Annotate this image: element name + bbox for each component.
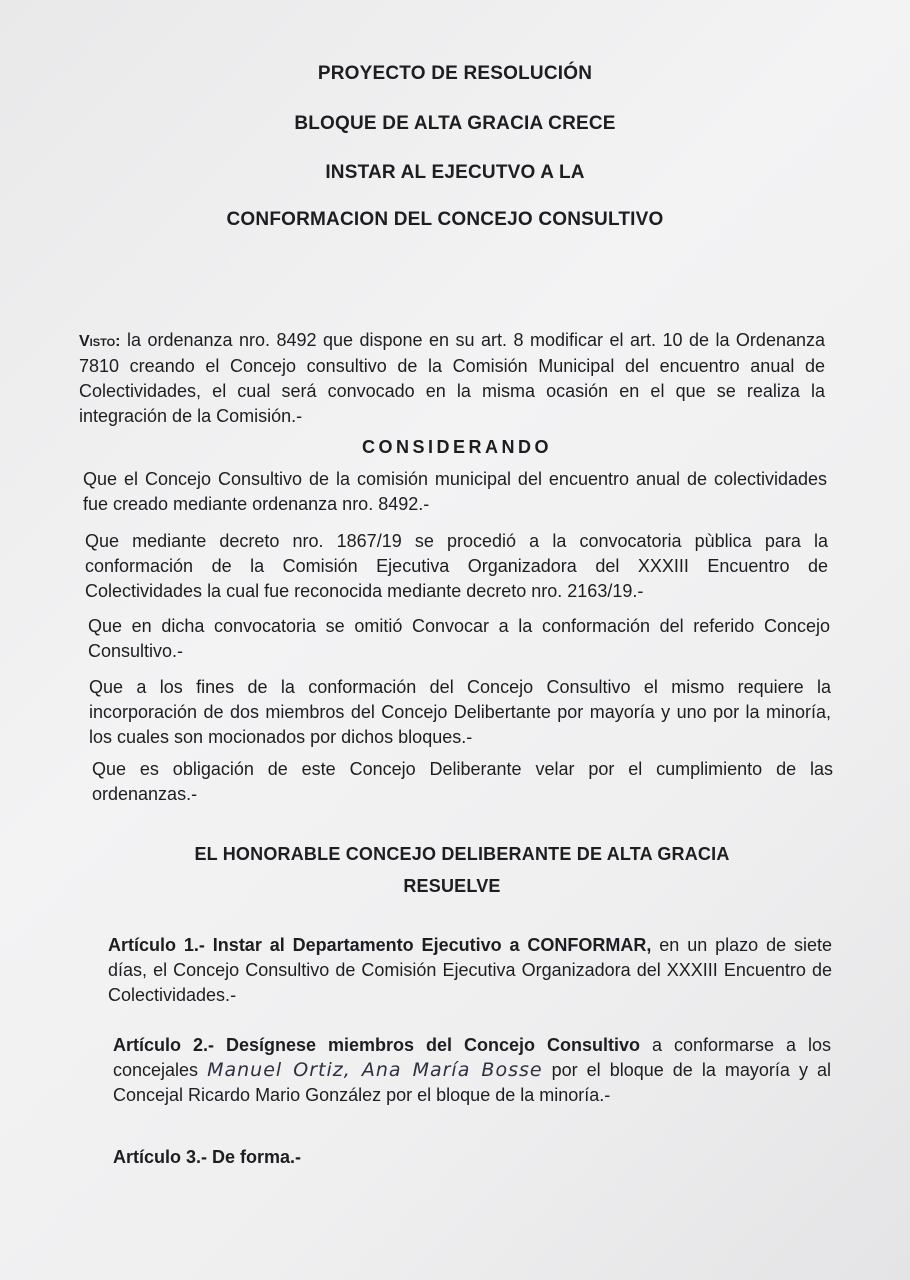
article-1-label: Artículo 1.- Instar al Departamento Ejecutivo a CONFORMAR, <box>108 935 652 955</box>
subject-line-1: INSTAR AL EJECUTVO A LA <box>325 162 585 183</box>
visto-label: Visto: <box>79 333 121 350</box>
article-3-label: Artículo 3.- De forma.- <box>113 1147 302 1167</box>
considerando-paragraph-1: Que el Concejo Consultivo de la comisión municipal del encuentro anual de colectividades fue creado mediante ordenanza nro. 8492.- <box>83 469 827 514</box>
considerando-paragraph-3: Que en dicha convocatoria se omitió Convocar a la conformación del referido Concejo Consultivo.- <box>88 616 830 661</box>
resolving-body: EL HONORABLE CONCEJO DELIBERANTE DE ALTA GRACIA <box>194 844 730 864</box>
considerando-paragraph-2: Que mediante decreto nro. 1867/19 se procedió a la convocatoria pùblica para la conformación de la Comisión Ejecutiva Organizadora del XXXIII Encuentro de Colectividades la cual fue reconocida mediante decreto nro. 2163/19.- <box>85 531 828 601</box>
considerando-title: CONSIDERANDO <box>361 437 552 457</box>
article-1 <box>108 933 832 1008</box>
considerando-paragraph-4: Que a los fines de la conformación del Concejo Consultivo el mismo requiere la incorporación de dos miembros del Concejo Delibertante por mayoría y uno por la minoría, los cuales son mocionados por dichos bloques.- <box>89 677 831 747</box>
considerando-paragraph-5: Que es obligación de este Concejo Deliberante velar por el cumplimiento de las ordenanzas.- <box>92 759 833 804</box>
article-3 <box>113 1145 831 1170</box>
article-2-text-1: a conformarse a los concejales <box>113 1035 831 1080</box>
article-1-text: en un plazo de siete días, el Concejo Consultivo de Comisión Ejecutiva Organizadora del XXXIII Encuentro de Colectividades.- <box>108 935 833 1005</box>
article-2-label: Artículo 2.- Desígnese miembros del Concejo Consultivo <box>113 1035 640 1055</box>
handwritten-names: Manuel Ortiz, Ana María Bosse <box>207 1059 543 1081</box>
resuelve-heading: RESUELVE <box>403 876 501 896</box>
visto-text: la ordenanza nro. 8492 que dispone en su art. 8 modificar el art. 10 de la Ordenanza 7810 creando el Concejo consultivo de la Comisión Municipal del encuentro anual de Colectividades, el cual será convocado en la misma ocasión en el que se realiza la integración de la Comisión.- <box>79 330 825 426</box>
article-2-text-2: por el bloque de la mayoría y al Concejal Ricardo Mario González por el bloque de la minoría.- <box>113 1060 831 1105</box>
subject-line-2: CONFORMACION DEL CONCEJO CONSULTIVO <box>226 209 664 230</box>
article-2 <box>113 1033 831 1108</box>
visto-paragraph <box>79 328 825 429</box>
document-title: PROYECTO DE RESOLUCIÓN <box>317 63 593 84</box>
bloc-name: BLOQUE DE ALTA GRACIA CRECE <box>294 113 616 134</box>
